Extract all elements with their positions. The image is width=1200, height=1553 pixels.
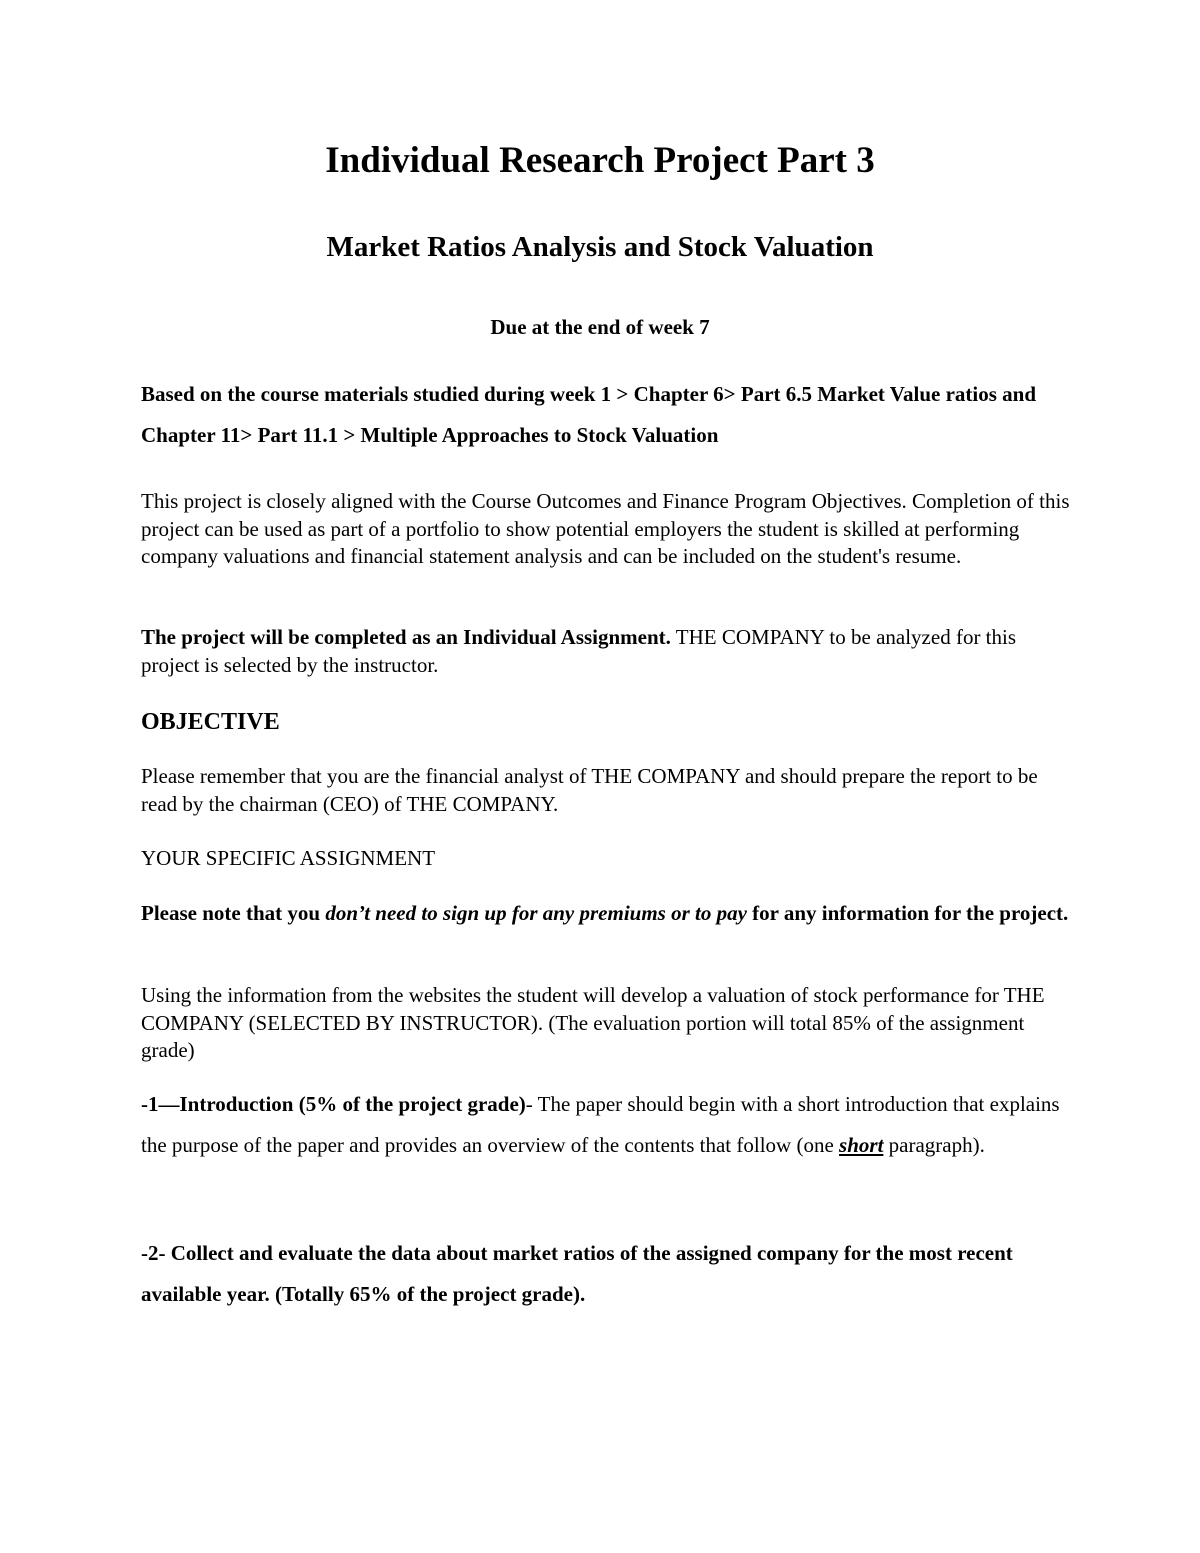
assignment-type-bold: The project will be completed as an Individual Assignment.	[141, 625, 671, 649]
item-introduction-text: - The paper should begin with a short introduction that explains the purpose of the paper and provides an overview of the contents that follow (one	[141, 1092, 1060, 1157]
specific-assignment-heading: YOUR SPECIFIC ASSIGNMENT	[141, 846, 436, 870]
premium-note-start: Please note that you	[141, 901, 326, 925]
page-title: Individual Research Project Part 3	[325, 140, 875, 181]
item-collect-data: -2- Collect and evaluate the data about market ratios of the assigned company for the most recent available year. (Totally 65% of the project grade).	[141, 1241, 1013, 1306]
premium-note-end: for any information for the project.	[746, 901, 1069, 925]
premium-note-emphasis: don’t need to sign up for any premiums or to pay	[325, 901, 747, 925]
premium-note	[141, 900, 1071, 928]
intro-paragraph: This project is closely aligned with the Course Outcomes and Finance Program Objectives. Completion of this project can be used as part of a portfolio to show potential employers the student is skilled at performing company valuations and financial statement analysis and can be included on the student's resume.	[141, 489, 1070, 568]
item-introduction-end: paragraph).	[883, 1133, 985, 1157]
item-introduction	[141, 1084, 1071, 1166]
assignment-type-paragraph	[141, 624, 1071, 679]
item-introduction-heading: -1—Introduction (5% of the project grade)	[141, 1092, 526, 1116]
usage-paragraph: Using the information from the websites the student will develop a valuation of stock performance for THE COMPANY (SELECTED BY INSTRUCTOR). (The evaluation portion will total 85% of the assignment grade)	[141, 983, 1045, 1062]
page-subtitle: Market Ratios Analysis and Stock Valuation	[326, 231, 874, 263]
assignment-type-rest: THE COMPANY to be analyzed for this project is selected by the instructor.	[141, 625, 1017, 677]
objective-text: Please remember that you are the financial analyst of THE COMPANY and should prepare the report to be read by the chairman (CEO) of THE COMPANY.	[141, 764, 1038, 816]
due-date: Due at the end of week 7	[490, 315, 710, 339]
objective-heading: OBJECTIVE	[141, 709, 280, 735]
item-introduction-short: short	[839, 1133, 884, 1157]
course-basis: Based on the course materials studied during week 1 > Chapter 6> Part 6.5 Market Value ratios and Chapter 11> Part 11.1 > Multiple Approaches to Stock Valuation	[141, 382, 1037, 447]
